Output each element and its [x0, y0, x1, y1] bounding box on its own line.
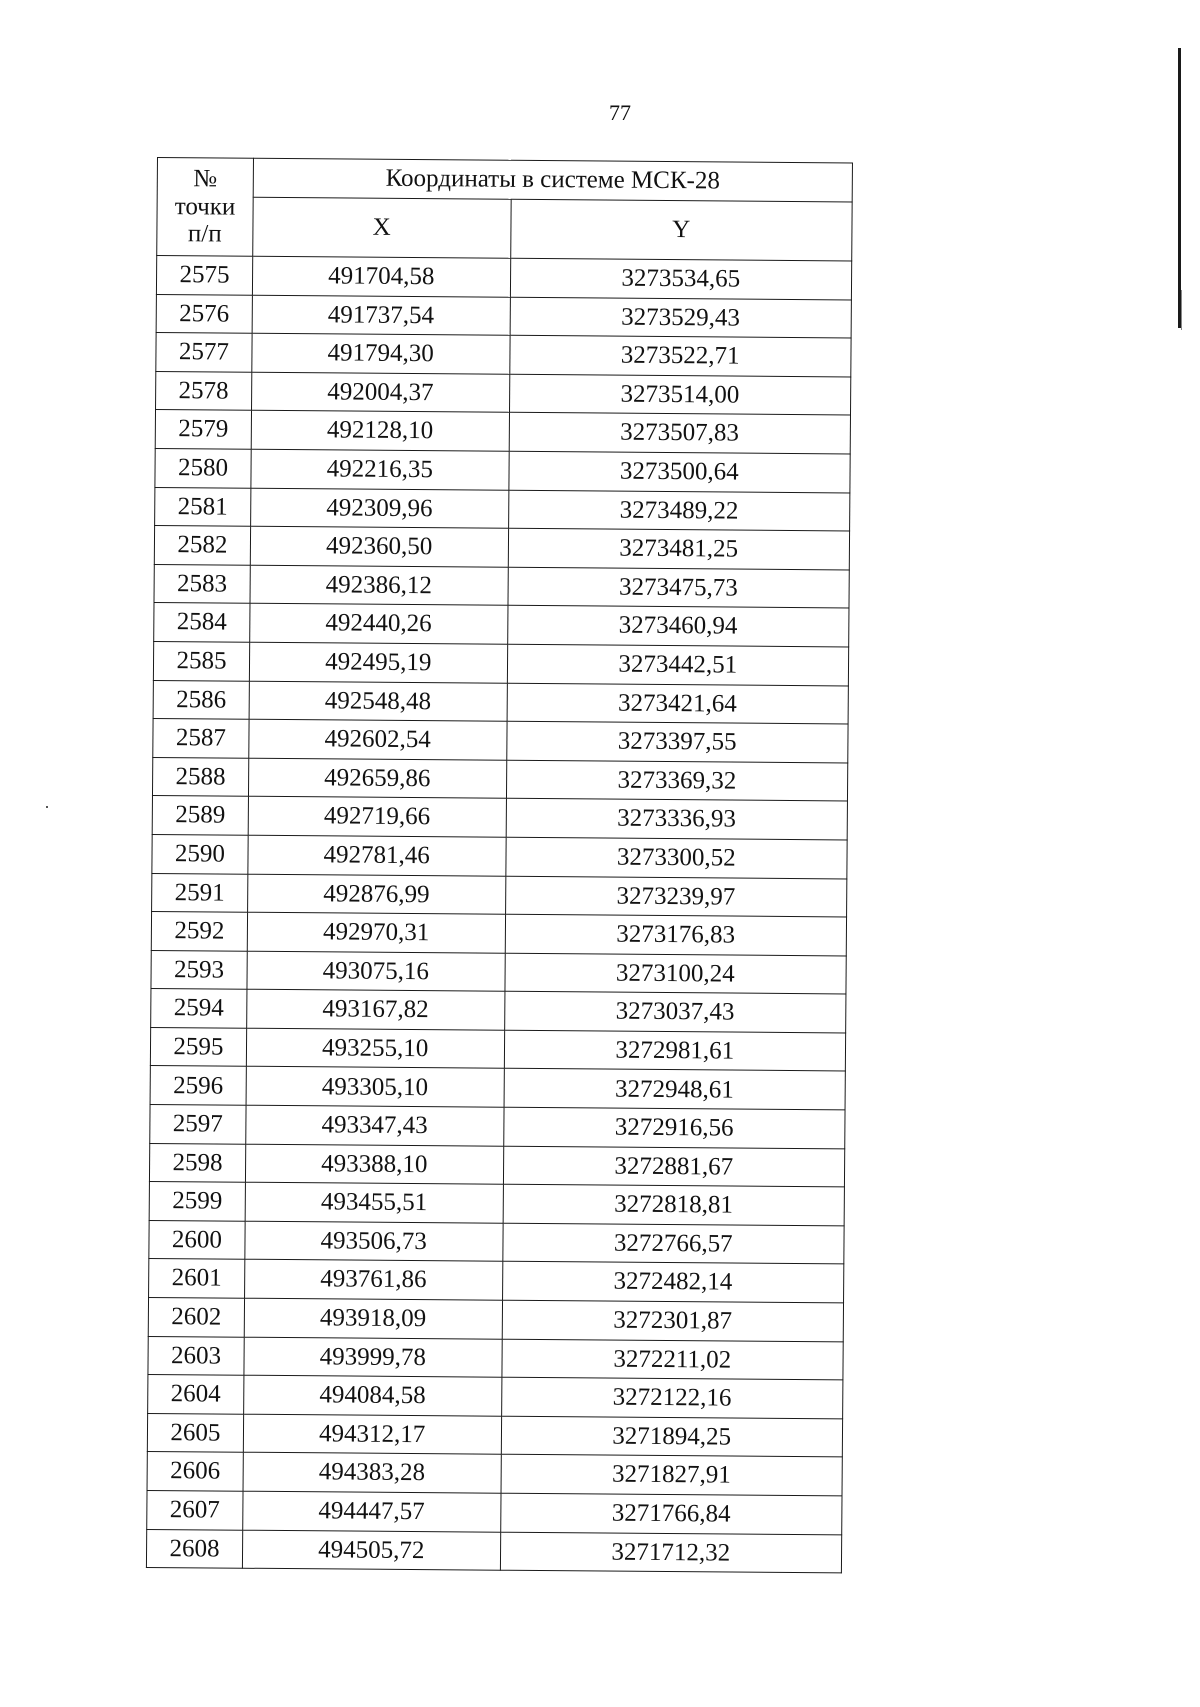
- x-coordinate-cell: 493455,51: [245, 1182, 503, 1223]
- y-coordinate-cell: 3273460,94: [507, 606, 849, 647]
- y-coordinate-cell: 3273239,97: [505, 876, 847, 917]
- point-number-cell: 2585: [153, 641, 249, 680]
- y-coordinate-cell: 3273507,83: [509, 413, 851, 454]
- x-coordinate-cell: 492781,46: [248, 835, 506, 876]
- point-number-cell: 2594: [151, 989, 247, 1028]
- x-coordinate-cell: 492309,96: [251, 488, 509, 529]
- point-number-cell: 2603: [148, 1336, 244, 1375]
- x-coordinate-cell: 493075,16: [247, 951, 505, 992]
- y-coordinate-cell: 3272981,61: [504, 1030, 846, 1071]
- y-coordinate-cell: 3271766,84: [500, 1493, 842, 1534]
- y-coordinate-cell: 3273500,64: [508, 451, 850, 492]
- y-coordinate-cell: 3273514,00: [509, 374, 851, 415]
- x-coordinate-cell: 493761,86: [244, 1260, 502, 1301]
- point-number-cell: 2608: [146, 1529, 242, 1568]
- point-number-cell: 2598: [149, 1143, 245, 1182]
- point-word: точки: [174, 192, 236, 221]
- x-coordinate-cell: 494383,28: [243, 1453, 501, 1494]
- coordinates-system-header: Координаты в системе МСК-28: [253, 158, 852, 202]
- point-number-cell: 2581: [155, 487, 251, 526]
- x-coordinate-cell: 492602,54: [249, 719, 507, 760]
- table-row: [150, 1066, 845, 1110]
- y-coordinate-cell: 3273300,52: [505, 837, 847, 878]
- y-coordinate-cell: 3273481,25: [508, 528, 850, 569]
- table-row: [153, 680, 848, 724]
- table-row: [156, 333, 851, 377]
- point-number-cell: 2604: [148, 1375, 244, 1414]
- table-row: [146, 1529, 841, 1573]
- table-row: [154, 603, 849, 647]
- table-row: [156, 371, 851, 415]
- point-number-header: [157, 158, 254, 257]
- table-row: [154, 526, 849, 570]
- x-coordinate-cell: 492970,31: [247, 912, 505, 953]
- point-number-cell: 2601: [149, 1259, 245, 1298]
- y-coordinate-cell: 3273421,64: [507, 683, 849, 724]
- point-number-cell: 2599: [149, 1182, 245, 1221]
- point-number-cell: 2583: [154, 564, 250, 603]
- ordinal-abbrev: п/п: [187, 220, 222, 248]
- table-row: [156, 256, 851, 300]
- y-coordinate-cell: 3273100,24: [504, 953, 846, 994]
- point-number-cell: 2575: [156, 256, 252, 295]
- y-coordinate-cell: 3272916,56: [503, 1107, 845, 1148]
- point-number-cell: 2579: [155, 410, 251, 449]
- point-number-cell: 2596: [150, 1066, 246, 1105]
- y-coordinate-cell: 3273397,55: [506, 721, 848, 762]
- table-row: [154, 564, 849, 608]
- y-coordinate-cell: 3272881,67: [503, 1146, 845, 1187]
- x-coordinate-cell: 492386,12: [250, 565, 508, 606]
- y-coordinate-cell: 3273369,32: [506, 760, 848, 801]
- point-number-cell: 2593: [151, 950, 247, 989]
- point-number-cell: 2587: [153, 719, 249, 758]
- y-coordinate-cell: 3272211,02: [501, 1339, 843, 1380]
- y-coordinate-cell: 3272122,16: [501, 1377, 843, 1418]
- x-coordinate-cell: 491737,54: [252, 295, 510, 336]
- x-coordinate-cell: 492004,37: [251, 372, 509, 413]
- y-coordinate-cell: 3273522,71: [509, 335, 851, 376]
- y-column-header: Y: [510, 199, 852, 261]
- table-row: [150, 1027, 845, 1071]
- y-coordinate-cell: 3271894,25: [501, 1416, 843, 1457]
- table-row: [152, 757, 847, 801]
- x-coordinate-cell: 494447,57: [243, 1491, 501, 1532]
- x-coordinate-cell: 493506,73: [245, 1221, 503, 1262]
- x-coordinate-cell: 494084,58: [244, 1375, 502, 1416]
- y-coordinate-cell: 3271712,32: [500, 1532, 842, 1573]
- table-row: [151, 912, 846, 956]
- table-row: [152, 834, 847, 878]
- y-coordinate-cell: 3272482,14: [502, 1262, 844, 1303]
- point-number-cell: 2576: [156, 294, 252, 333]
- x-coordinate-cell: 492440,26: [250, 604, 508, 645]
- x-coordinate-cell: 492128,10: [251, 411, 509, 452]
- y-coordinate-cell: 3272766,57: [502, 1223, 844, 1264]
- x-coordinate-cell: 493167,82: [247, 990, 505, 1031]
- point-number-cell: 2602: [148, 1298, 244, 1337]
- table-row: [149, 1259, 844, 1303]
- x-coordinate-cell: 494312,17: [243, 1414, 501, 1455]
- table-row: [150, 1105, 845, 1149]
- point-number-cell: 2580: [155, 448, 251, 487]
- table-row: [155, 448, 850, 492]
- x-coordinate-cell: 493347,43: [246, 1105, 504, 1146]
- point-number-cell: 2607: [147, 1490, 243, 1529]
- y-coordinate-cell: 3273442,51: [507, 644, 849, 685]
- table-row: [155, 410, 850, 454]
- point-number-cell: 2600: [149, 1220, 245, 1259]
- x-coordinate-cell: 494505,72: [242, 1530, 500, 1571]
- x-coordinate-cell: 492659,86: [248, 758, 506, 799]
- point-number-cell: 2605: [147, 1413, 243, 1452]
- x-column-header: X: [253, 197, 511, 258]
- table-row: [152, 873, 847, 917]
- point-number-cell: 2606: [147, 1452, 243, 1491]
- x-coordinate-cell: 493255,10: [246, 1028, 504, 1069]
- y-coordinate-cell: 3272301,87: [502, 1300, 844, 1341]
- table-row: [147, 1413, 842, 1457]
- x-coordinate-cell: 491704,58: [252, 256, 510, 297]
- number-sign: №: [193, 165, 218, 193]
- table-row: [153, 719, 848, 763]
- table-row: [153, 641, 848, 685]
- table-row: [151, 989, 846, 1033]
- table-row: [148, 1375, 843, 1419]
- table-row: [151, 950, 846, 994]
- y-coordinate-cell: 3273176,83: [505, 914, 847, 955]
- table-row: [152, 796, 847, 840]
- point-number-cell: 2597: [150, 1105, 246, 1144]
- table-row: [147, 1452, 842, 1496]
- table-row: [156, 294, 851, 338]
- x-coordinate-cell: 491794,30: [252, 333, 510, 374]
- point-number-cell: 2590: [152, 834, 248, 873]
- x-coordinate-cell: 492548,48: [249, 681, 507, 722]
- y-coordinate-cell: 3271827,91: [501, 1455, 843, 1496]
- x-coordinate-cell: 492719,66: [248, 797, 506, 838]
- y-coordinate-cell: 3272948,61: [504, 1069, 846, 1110]
- x-coordinate-cell: 492216,35: [251, 449, 509, 490]
- table-row: [148, 1336, 843, 1380]
- coordinates-table: [146, 157, 853, 1574]
- scan-edge-line: [1178, 48, 1181, 328]
- point-number-cell: 2595: [150, 1027, 246, 1066]
- point-number-cell: 2589: [152, 796, 248, 835]
- x-coordinate-cell: 493999,78: [244, 1337, 502, 1378]
- y-coordinate-cell: 3272818,81: [503, 1184, 845, 1225]
- point-number-cell: 2578: [156, 371, 252, 410]
- x-coordinate-cell: 493918,09: [244, 1298, 502, 1339]
- x-coordinate-cell: 492360,50: [250, 526, 508, 567]
- coordinates-table-body: [146, 256, 851, 1574]
- scan-edge-line-faint: [1181, 290, 1182, 330]
- table-row: [149, 1220, 844, 1264]
- table-row: [148, 1298, 843, 1342]
- scan-speck: [46, 806, 48, 808]
- x-coordinate-cell: 492876,99: [247, 874, 505, 915]
- x-coordinate-cell: 492495,19: [249, 642, 507, 683]
- table-row: [155, 487, 850, 531]
- table-row: [147, 1490, 842, 1534]
- y-coordinate-cell: 3273489,22: [508, 490, 850, 531]
- point-number-cell: 2592: [151, 912, 247, 951]
- y-coordinate-cell: 3273529,43: [510, 297, 852, 338]
- table-row: [149, 1143, 844, 1187]
- y-coordinate-cell: 3273534,65: [510, 258, 852, 299]
- point-number-cell: 2591: [152, 873, 248, 912]
- point-number-cell: 2588: [152, 757, 248, 796]
- point-number-cell: 2584: [154, 603, 250, 642]
- x-coordinate-cell: 493388,10: [245, 1144, 503, 1185]
- y-coordinate-cell: 3273037,43: [504, 992, 846, 1033]
- y-coordinate-cell: 3273475,73: [508, 567, 850, 608]
- table-row: [149, 1182, 844, 1226]
- page-number: 77: [609, 100, 631, 125]
- point-number-cell: 2582: [154, 526, 250, 565]
- point-number-cell: 2586: [153, 680, 249, 719]
- point-number-cell: 2577: [156, 333, 252, 372]
- y-coordinate-cell: 3273336,93: [506, 799, 848, 840]
- x-coordinate-cell: 493305,10: [246, 1067, 504, 1108]
